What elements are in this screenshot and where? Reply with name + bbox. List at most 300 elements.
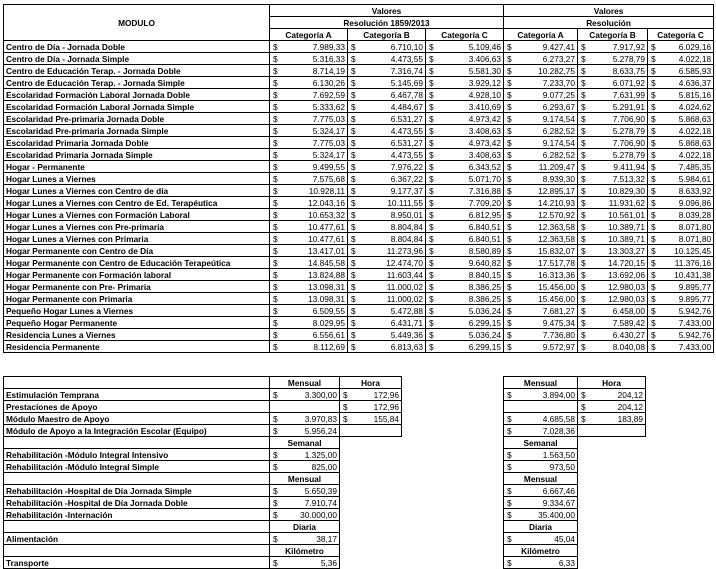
currency-sign: $ [504,305,512,317]
value-cell: 172,96 [348,401,402,413]
currency-sign: $ [426,41,434,53]
blank-cell [578,437,646,449]
currency-sign: $ [578,209,586,221]
value-cell: 10.111,55 [356,197,426,209]
currency-sign: $ [270,509,278,521]
currency-sign: $ [270,125,278,137]
value-cell: 6.343,52 [434,161,504,173]
value-cell: 4.473,55 [356,149,426,161]
currency-sign: $ [348,293,356,305]
value-cell: 6.467,78 [356,89,426,101]
table-row [4,461,402,473]
currency-sign: $ [270,161,278,173]
currency-sign: $ [648,65,656,77]
currency-sign: $ [270,317,278,329]
currency-sign: $ [348,281,356,293]
blank-cell [578,509,646,521]
value-cell: 6.813,63 [356,341,426,353]
value-cell: 5.942,76 [656,329,714,341]
currency-sign: $ [504,413,512,425]
row-label: Pequeño Hogar Lunes a Viernes [4,305,270,317]
currency-sign: $ [504,557,512,569]
value-cell: 12.570,92 [512,209,578,221]
currency-sign: $ [426,161,434,173]
value-cell: 10.477,61 [278,233,348,245]
currency-sign: $ [270,197,278,209]
currency-sign: $ [648,53,656,65]
value-cell: 5.868,63 [656,137,714,149]
table-row [4,401,402,413]
value-cell: 6.273,27 [512,53,578,65]
value-cell: 7.028,36 [512,425,578,437]
currency-sign: $ [648,341,656,353]
currency-sign: $ [504,461,512,473]
value-cell: 15.456,00 [512,281,578,293]
currency-sign: $ [504,221,512,233]
value-cell: 7.631,99 [586,89,648,101]
value-cell: 3.410,69 [434,101,504,113]
currency-sign: $ [426,77,434,89]
value-cell: 5.449,36 [356,329,426,341]
value-cell: 5.324,17 [278,149,348,161]
currency-sign: $ [426,137,434,149]
value-cell: 4.685,58 [512,413,578,425]
table-row [4,305,714,317]
category-header: Categoría C [426,29,504,41]
currency-sign: $ [270,209,278,221]
table-row [504,485,646,497]
currency-sign: $ [426,317,434,329]
currency-sign: $ [504,149,512,161]
value-cell: 13.098,31 [278,293,348,305]
currency-sign: $ [578,173,586,185]
currency-sign: $ [648,113,656,125]
currency-sign: $ [270,269,278,281]
currency-sign: $ [270,173,278,185]
value-cell: 10.829,30 [586,185,648,197]
currency-sign: $ [578,341,586,353]
currency-sign: $ [504,293,512,305]
value-cell: 10.389,71 [586,233,648,245]
row-label: Centro de Educación Terap. - Jornada Doble [4,65,270,77]
row-label: Prestaciones de Apoyo [4,401,270,413]
currency-sign: $ [270,221,278,233]
mensual-hora-header [504,377,646,389]
currency-sign: $ [648,257,656,269]
currency-sign: $ [504,341,512,353]
value-cell: 5.278,79 [586,125,648,137]
currency-sign: $ [270,461,278,473]
value-cell: 5.109,46 [434,41,504,53]
table-row [4,197,714,209]
currency-sign: $ [270,533,278,545]
currency-sign: $ [426,233,434,245]
value-cell: 8.633,92 [656,185,714,197]
sub-header: Semanal [504,437,578,449]
currency-sign: $ [270,137,278,149]
value-cell: 10.561,01 [586,209,648,221]
blank-cell [340,437,402,449]
value-cell: 7.775,03 [278,113,348,125]
value-cell: 3.408,63 [434,125,504,137]
blank-cell [578,521,646,533]
table-row [4,281,714,293]
currency-sign: $ [426,113,434,125]
value-cell: 3.929,12 [434,77,504,89]
value-cell: 8.804,84 [356,221,426,233]
currency-sign: $ [504,65,512,77]
currency-sign: $ [348,53,356,65]
sub-header: Kilómetro [504,545,578,557]
value-cell: 4.473,55 [356,125,426,137]
value-cell: 1.563,50 [512,449,578,461]
table-row [4,329,714,341]
currency-sign: $ [270,305,278,317]
value-cell: 9.096,86 [656,197,714,209]
currency-sign: $ [648,77,656,89]
currency-sign: $ [578,161,586,173]
currency-sign: $ [648,281,656,293]
value-cell: 4.973,42 [434,137,504,149]
category-header: Categoría B [578,29,648,41]
currency-sign: $ [426,185,434,197]
value-cell: 17.517,78 [512,257,578,269]
row-label: Rehabilitación -Hospital de Día Jornada Simple [4,485,270,497]
currency-sign: $ [648,269,656,281]
currency-sign: $ [348,113,356,125]
table-row [4,245,714,257]
currency-sign: $ [270,281,278,293]
currency-sign: $ [504,425,512,437]
currency-sign: $ [648,149,656,161]
currency-sign: $ [426,89,434,101]
value-cell: 5.815,16 [656,89,714,101]
value-cell: 7.316,74 [356,65,426,77]
currency-sign: $ [648,317,656,329]
value-cell: 7.775,03 [278,137,348,149]
table-row [4,89,714,101]
value-cell: 183,89 [586,413,646,425]
sub-header: Diaria [270,521,340,533]
currency-sign: $ [504,137,512,149]
value-cell: 6.710,10 [356,41,426,53]
table-row [4,233,714,245]
value-cell: 9.427,41 [512,41,578,53]
category-header: Categoría A [270,29,348,41]
sub-header: Hora [340,377,402,389]
value-cell [512,401,578,413]
table-row [4,149,714,161]
currency-sign: $ [270,77,278,89]
value-cell: 12.043,16 [278,197,348,209]
currency-sign: $ [504,113,512,125]
table-row [4,221,714,233]
value-cell: 8.040,08 [586,341,648,353]
value-cell: 12.363,58 [512,233,578,245]
value-cell: 4.973,42 [434,113,504,125]
value-cell: 8.950,01 [356,209,426,221]
currency-sign: $ [648,209,656,221]
value-cell: 172,96 [348,389,402,401]
table-row [4,389,402,401]
semanal-header [504,437,646,449]
value-cell: 5.472,88 [356,305,426,317]
row-label: Alimentación [4,533,270,545]
currency-sign: $ [578,101,586,113]
value-cell: 4.022,18 [656,53,714,65]
value-cell: 204,12 [586,401,646,413]
row-label: Residencia Permanente [4,341,270,353]
value-cell: 4.024,62 [656,101,714,113]
currency-sign: $ [426,281,434,293]
table-row [504,557,646,569]
currency-sign: $ [578,305,586,317]
row-label: Centro de Día - Jornada Doble [4,41,270,53]
currency-sign: $ [504,509,512,521]
value-cell: 11.376,16 [656,257,714,269]
value-cell: 6,33 [512,557,578,569]
currency-sign: $ [426,101,434,113]
value-cell: 11.000,02 [356,293,426,305]
value-cell: 14.210,93 [512,197,578,209]
blank-cell [4,521,270,533]
row-label: Hogar Lunes a Viernes con Formación Laboral [4,209,270,221]
table-row [4,317,714,329]
currency-sign: $ [504,185,512,197]
mensual-hora-header [4,377,402,389]
value-cell: 5.868,63 [656,113,714,125]
value-cell: 8.633,75 [586,65,648,77]
value-cell: 6.282,52 [512,125,578,137]
value-cell: 5.984,61 [656,173,714,185]
value-cell: 8.714,19 [278,65,348,77]
currency-sign: $ [578,245,586,257]
value-cell: 6.840,51 [434,221,504,233]
blank-cell [340,545,402,557]
currency-sign: $ [340,401,348,413]
value-cell: 13.824,88 [278,269,348,281]
value-cell: 8.029,95 [278,317,348,329]
currency-sign: $ [648,161,656,173]
value-cell: 5.316,33 [278,53,348,65]
category-header: Categoría A [504,29,578,41]
value-cell: 5.291,91 [586,101,648,113]
blank-cell [340,425,348,437]
currency-sign: $ [348,341,356,353]
mensual-header [504,473,646,485]
blank-cell [578,557,646,569]
currency-sign: $ [270,149,278,161]
value-cell: 7.589,42 [586,317,648,329]
currency-sign: $ [578,113,586,125]
currency-sign: $ [648,89,656,101]
value-cell: 15.832,07 [512,245,578,257]
value-cell: 13.692,06 [586,269,648,281]
value-cell: 5.942,76 [656,305,714,317]
value-cell: 6.812,95 [434,209,504,221]
currency-sign: $ [270,389,278,401]
value-cell: 973,50 [512,461,578,473]
currency-sign: $ [348,65,356,77]
value-cell: 9.475,34 [512,317,578,329]
row-label: Hogar Permanente con Centro de Educación Terapeútica [4,257,270,269]
value-cell: 6.585,93 [656,65,714,77]
currency-sign: $ [578,281,586,293]
value-cell: 6.531,27 [356,113,426,125]
currency-sign: $ [270,425,278,437]
value-cell: 6.293,67 [512,101,578,113]
currency-sign: $ [426,221,434,233]
currency-sign: $ [348,149,356,161]
value-cell: 7.485,35 [656,161,714,173]
value-cell: 38,17 [278,533,340,545]
table-row [4,125,714,137]
currency-sign: $ [578,221,586,233]
row-label: Escolaridad Formación Laboral Jornada Simple [4,101,270,113]
header-row-1 [4,5,714,17]
currency-sign: $ [578,257,586,269]
currency-sign: $ [648,329,656,341]
value-cell: 1.325,00 [278,449,340,461]
currency-sign: $ [426,293,434,305]
row-label: Rehabilitación -Hospital de Día Jornada Doble [4,497,270,509]
currency-sign: $ [648,173,656,185]
row-label: Escolaridad Pre-primaria Jornada Doble [4,113,270,125]
currency-sign: $ [426,245,434,257]
value-cell: 9.077,25 [512,89,578,101]
value-cell: 3.406,63 [434,53,504,65]
value-cell: 9.572,97 [512,341,578,353]
value-cell: 7.910,74 [278,497,340,509]
value-cell: 7.989,33 [278,41,348,53]
currency-sign: $ [426,329,434,341]
currency-sign: $ [340,389,348,401]
value-cell: 11.209,47 [512,161,578,173]
modulo-header: MODULO [4,5,270,41]
value-cell: 7.917,92 [586,41,648,53]
sub-header: Diaria [504,521,578,533]
row-label: Escolaridad Primaria Jornada Doble [4,137,270,149]
value-cell: 9.177,37 [356,185,426,197]
value-cell: 10.282,75 [512,65,578,77]
currency-sign: $ [426,197,434,209]
table-row [4,53,714,65]
currency-sign: $ [578,401,586,413]
value-cell: 7.575,68 [278,173,348,185]
currency-sign: $ [578,41,586,53]
blank-cell [340,497,402,509]
currency-sign: $ [270,53,278,65]
value-cell: 9.174,54 [512,137,578,149]
value-cell: 14.720,15 [586,257,648,269]
sub-header: Mensual [504,473,578,485]
value-cell: 5.956,24 [278,425,340,437]
sub-header: Hora [578,377,646,389]
currency-sign: $ [348,269,356,281]
value-cell: 4.928,10 [434,89,504,101]
value-cell: 13.098,31 [278,281,348,293]
currency-sign: $ [648,137,656,149]
value-cell: 6.367,22 [356,173,426,185]
currency-sign: $ [348,173,356,185]
value-cell: 5.278,79 [586,53,648,65]
value-cell: 9.334,67 [512,497,578,509]
currency-sign: $ [348,185,356,197]
table-row [4,269,714,281]
value-cell: 14.845,58 [278,257,348,269]
sub-header: Mensual [504,377,578,389]
row-label: Hogar Permanente con Pre- Primaria [4,281,270,293]
table-row [4,77,714,89]
value-cell: 4.636,37 [656,77,714,89]
currency-sign: $ [504,317,512,329]
value-cell: 5.650,39 [278,485,340,497]
blank-cell [578,545,646,557]
value-cell [278,401,340,413]
table-row [4,65,714,77]
currency-sign: $ [270,413,278,425]
value-cell: 8.386,25 [434,281,504,293]
currency-sign: $ [504,269,512,281]
value-cell: 5.278,79 [586,149,648,161]
currency-sign: $ [270,185,278,197]
currency-sign: $ [426,53,434,65]
blank-cell [340,509,402,521]
currency-sign: $ [504,233,512,245]
currency-sign: $ [578,149,586,161]
row-label: Rehabilitación -Módulo Integral Intensivo [4,449,270,461]
value-cell [348,425,402,437]
currency-sign: $ [504,101,512,113]
value-cell: 4.473,55 [356,53,426,65]
value-cell: 7.513,32 [586,173,648,185]
row-label: Escolaridad Primaria Jornada Simple [4,149,270,161]
table-row [4,449,402,461]
row-label: Hogar - Permanente [4,161,270,173]
value-cell: 6.282,52 [512,149,578,161]
currency-sign: $ [426,257,434,269]
row-label: Estimulación Temprana [4,389,270,401]
currency-sign: $ [270,329,278,341]
currency-sign: $ [348,209,356,221]
value-cell: 30.000,00 [278,509,340,521]
row-label: Módulo de Apoyo a la Integración Escolar (Equipo) [4,425,270,437]
currency-sign: $ [648,41,656,53]
value-cell: 6.299,15 [434,317,504,329]
category-header: Categoría C [648,29,714,41]
blank-cell [578,473,646,485]
table-row [504,509,646,521]
value-cell: 9.895,77 [656,293,714,305]
value-cell: 5.581,30 [434,65,504,77]
currency-sign: $ [270,233,278,245]
value-cell: 9.640,82 [434,257,504,269]
row-label: Hogar Lunes a Viernes con Centro de Ed. Terapéutica [4,197,270,209]
table-row [4,41,714,53]
currency-sign: $ [504,209,512,221]
blank-cell [504,401,512,413]
value-cell: 12.980,03 [586,293,648,305]
value-cell: 7.709,20 [434,197,504,209]
currency-sign: $ [348,245,356,257]
value-cell: 6.509,55 [278,305,348,317]
row-label: Hogar Lunes a Viernes con Pre-primaria [4,221,270,233]
currency-sign: $ [426,341,434,353]
currency-sign: $ [348,41,356,53]
currency-sign: $ [578,65,586,77]
currency-sign: $ [578,269,586,281]
row-label: Centro de Educación Terap. - Jornada Simple [4,77,270,89]
